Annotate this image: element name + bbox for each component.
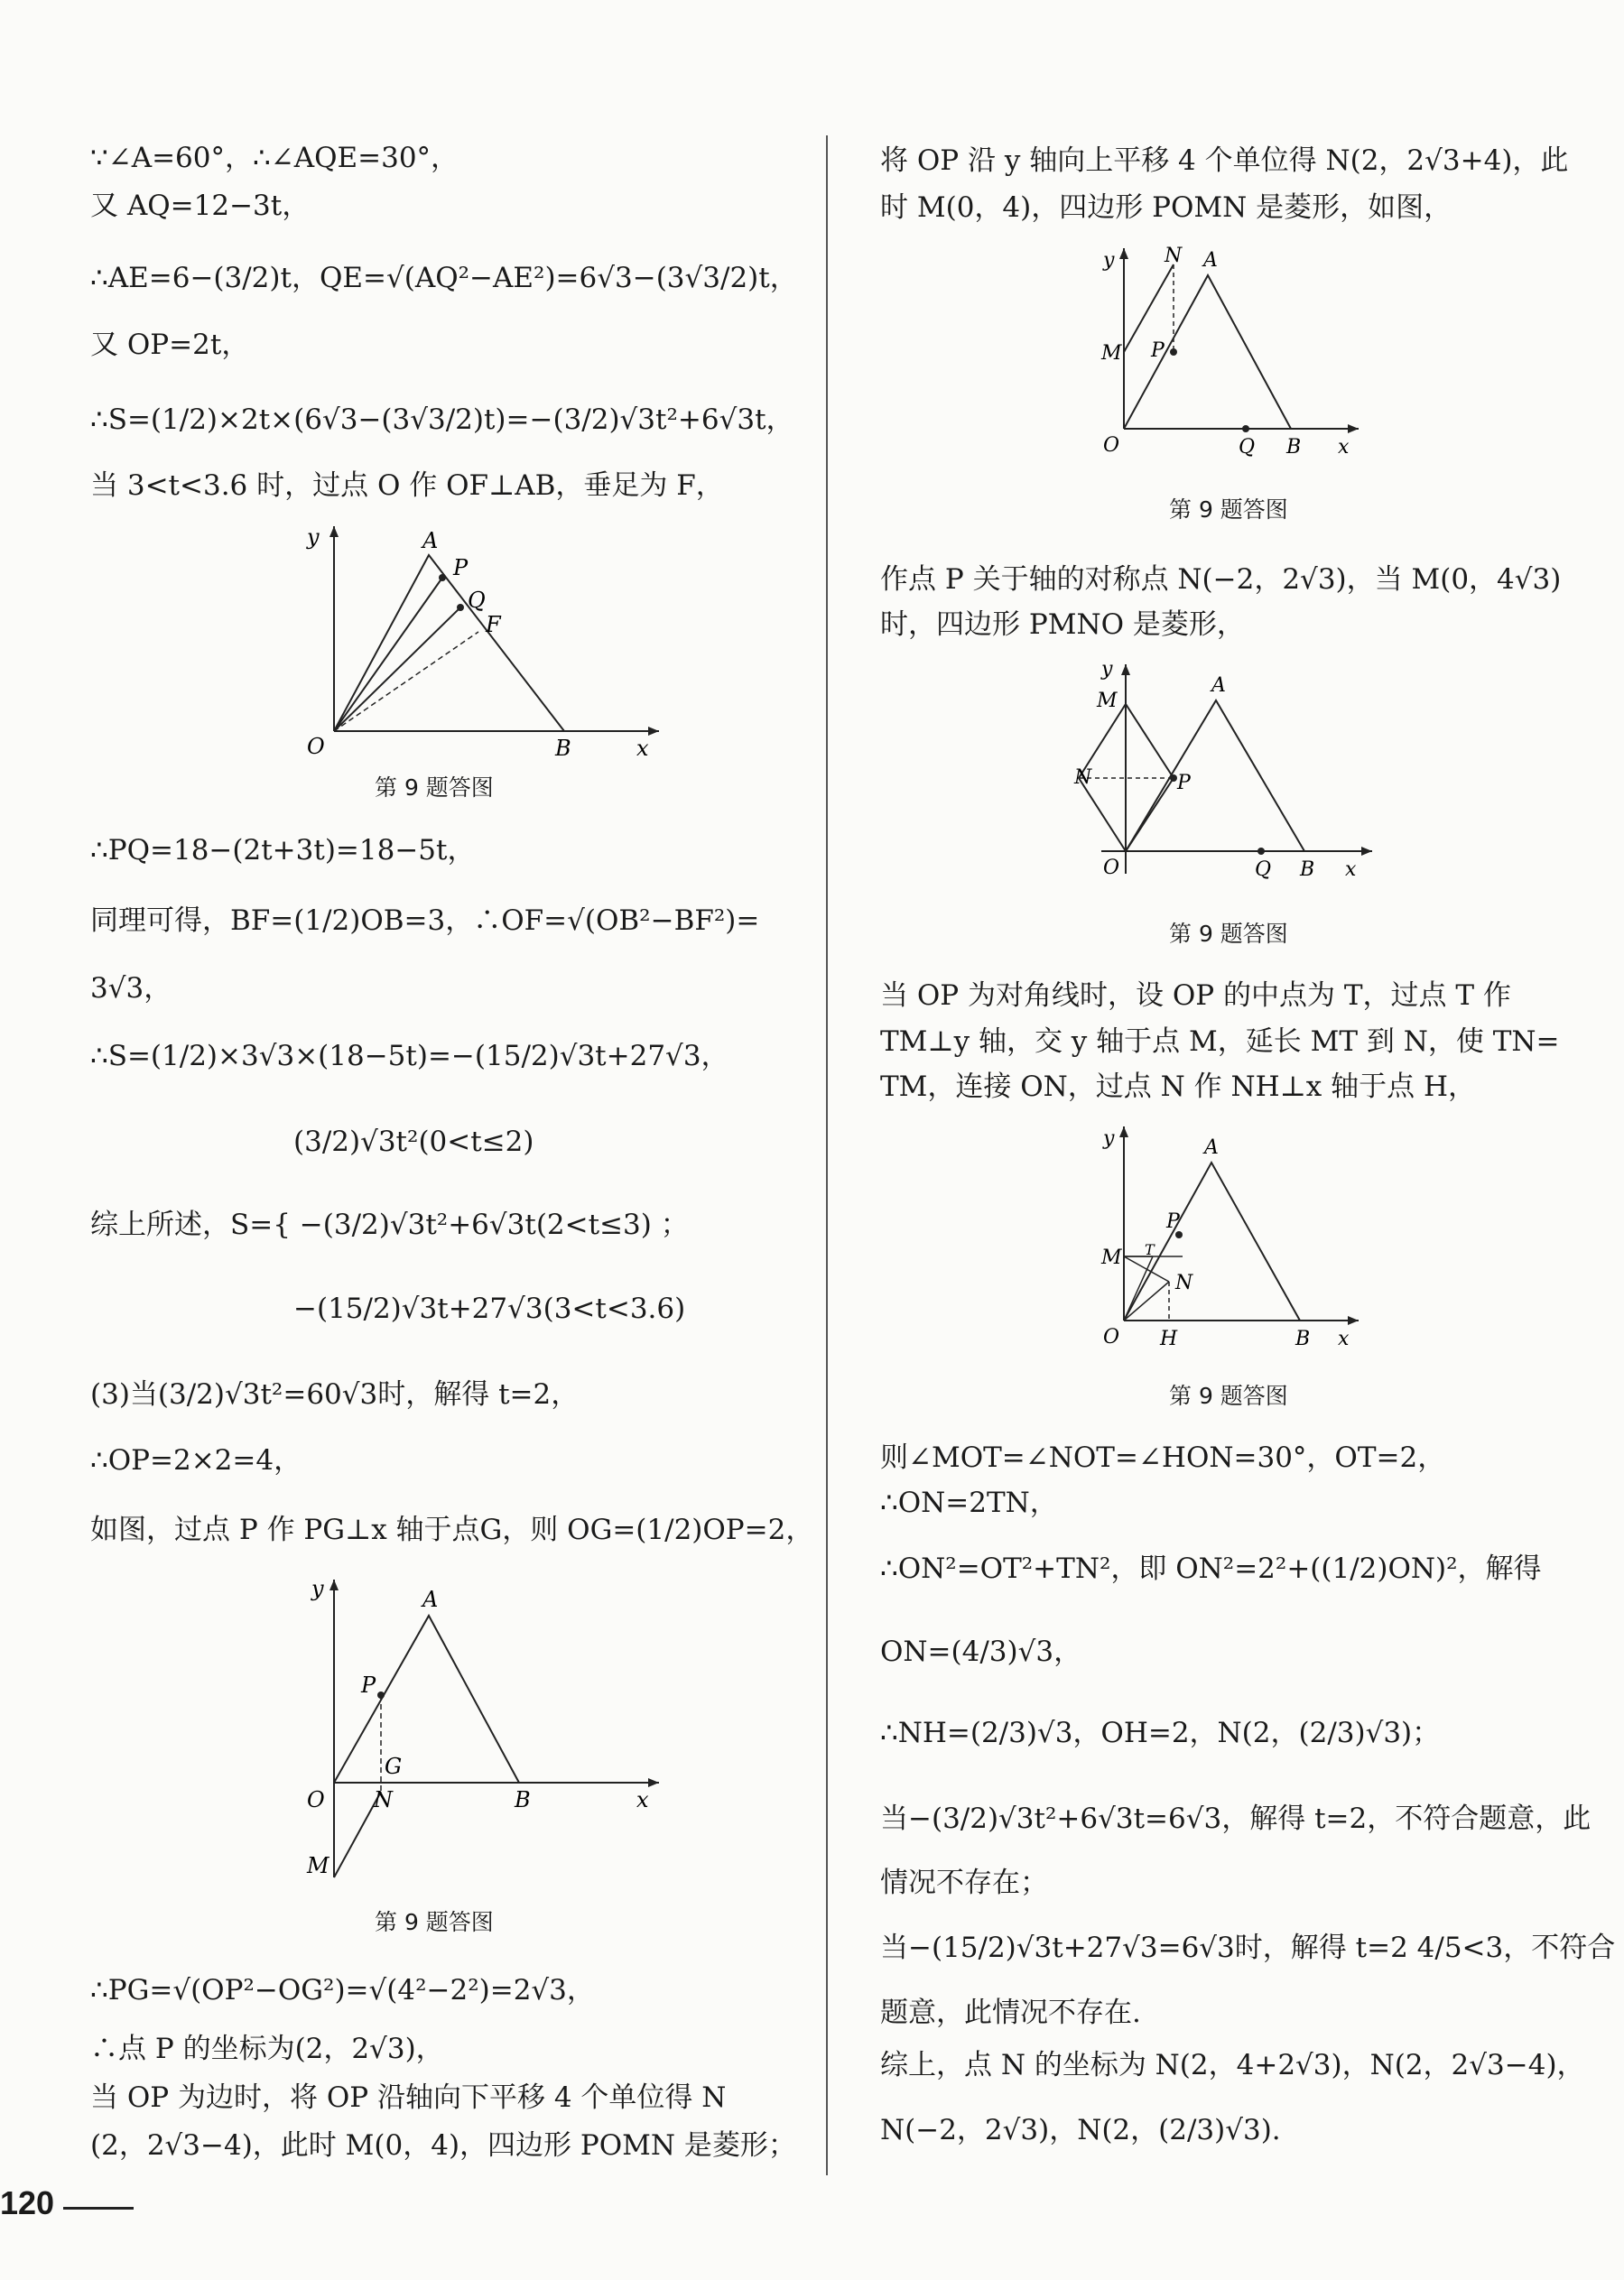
text-line: ∴点 P 的坐标为(2，2√3)， (90, 2033, 444, 2065)
text-line: ∴PQ=18−(2t+3t)=18−5t， (90, 834, 476, 867)
figure-1 (298, 519, 677, 761)
label-B: B (515, 1787, 531, 1812)
label-A: A (422, 528, 439, 553)
label-y: y (1103, 249, 1115, 272)
label-y: y (1101, 658, 1113, 681)
text-line: 综上所述，S={ −(3/2)√3t²+6√3t(2<t≤3) ； (90, 1209, 689, 1241)
label-T: T (1145, 1241, 1155, 1258)
label-P: P (1177, 772, 1191, 794)
text-line: 又 AQ=12−3t， (90, 190, 311, 222)
text-line: 同理可得，BF=(1/2)OB=3，∴OF=√(OB²−BF²)= (90, 904, 760, 937)
text-line: 当 OP 为边时，将 OP 沿轴向下平移 4 个单位得 N (90, 2081, 727, 2114)
label-Q: Q (1255, 858, 1272, 881)
figure-caption: 第 9 题答图 (1169, 921, 1288, 947)
column-divider (826, 135, 828, 2175)
page-number: 120 (0, 2184, 55, 2221)
text-line: 则∠MOT=∠NOT=∠HON=30°，OT=2， (880, 1441, 1446, 1474)
text-line: ∵∠A=60°，∴∠AQE=30°， (90, 142, 459, 174)
figure-caption: 第 9 题答图 (375, 1909, 494, 1935)
label-O: O (307, 1787, 325, 1812)
label-O: O (1103, 434, 1120, 457)
label-H: H (1160, 1328, 1178, 1350)
text-line: (3)当(3/2)√3t²=60√3时，解得 t=2， (90, 1378, 580, 1411)
label-N: N (1175, 1272, 1193, 1294)
text-line: 当 3<t<3.6 时，过点 O 作 OF⊥AB，垂足为 F， (90, 469, 724, 502)
label-N: N (374, 1787, 393, 1812)
figure-caption: 第 9 题答图 (375, 774, 494, 801)
label-x: x (636, 736, 649, 761)
text-line: 将 OP 沿 y 轴向上平移 4 个单位得 N(2，2√3+4)，此 (880, 144, 1569, 177)
text-line: TM，连接 ON，过点 N 作 NH⊥x 轴于点 H， (880, 1070, 1477, 1103)
text-line: ∴OP=2×2=4， (90, 1444, 302, 1477)
text-line: 题意，此情况不存在. (880, 1997, 1141, 2029)
label-x: x (1345, 858, 1357, 881)
text-line: 情况不存在； (880, 1867, 1048, 1899)
label-B: B (1295, 1328, 1311, 1350)
label-P: P (361, 1673, 376, 1698)
label-A: A (1204, 1136, 1219, 1159)
text-line: −(15/2)√3t+27√3(3<t<3.6) (293, 1293, 686, 1325)
text-line: ∴PG=√(OP²−OG²)=√(4²−2²)=2√3， (90, 1974, 595, 2007)
text-line: 当 OP 为对角线时，设 OP 的中点为 T，过点 T 作 (880, 979, 1511, 1012)
label-N: N (1165, 245, 1183, 267)
label-P: P (1151, 339, 1165, 362)
label-x: x (1338, 436, 1350, 459)
label-y: y (307, 524, 320, 550)
label-B: B (555, 736, 571, 761)
text-line: TM⊥y 轴，交 y 轴于点 M，延长 MT 到 N，使 TN= (880, 1025, 1560, 1058)
label-O: O (307, 734, 325, 759)
page-number-rule (63, 2207, 134, 2210)
figure-3 (1101, 239, 1372, 465)
text-line: 如图，过点 P 作 PG⊥x 轴于点G，则 OG=(1/2)OP=2， (90, 1514, 814, 1546)
text-line: 当−(3/2)√3t²+6√3t=6√3，解得 t=2，不符合题意，此 (880, 1803, 1592, 1835)
label-y: y (1103, 1127, 1115, 1150)
text-line: ∴AE=6−(3/2)t，QE=√(AQ²−AE²)=6√3−(3√3/2)t， (90, 262, 798, 294)
text-line: ON=(4/3)√3， (880, 1636, 1082, 1668)
label-F: F (486, 612, 501, 637)
label-Q: Q (1239, 436, 1256, 459)
figure-2 (298, 1571, 677, 1886)
label-B: B (1286, 436, 1302, 459)
text-line: (2，2√3−4)，此时 M(0，4)，四边形 POMN 是菱形； (90, 2129, 796, 2162)
figure-caption: 第 9 题答图 (1169, 496, 1288, 523)
text-line: ∴S=(1/2)×2t×(6√3−(3√3/2)t)=−(3/2)√3t²+6√3t， (90, 403, 794, 436)
text-line: 时 M(0，4)，四边形 POMN 是菱形，如图， (880, 191, 1452, 224)
text-line: 综上，点 N 的坐标为 N(2，4+2√3)，N(2，2√3−4)， (880, 2049, 1585, 2081)
text-line: 3√3， (90, 972, 172, 1005)
label-M: M (307, 1853, 329, 1878)
label-M: M (1101, 342, 1122, 365)
label-y: y (311, 1576, 324, 1601)
label-G: G (385, 1754, 403, 1779)
text-line: ∴S=(1/2)×3√3×(18−5t)=−(15/2)√3t+27√3， (90, 1040, 729, 1072)
text-line: N(−2，2√3)，N(2，(2/3)√3). (880, 2114, 1281, 2146)
label-B: B (1300, 858, 1315, 881)
text-line: 作点 P 关于轴的对称点 N(−2，2√3)，当 M(0，4√3) (880, 563, 1562, 596)
label-A: A (1211, 674, 1226, 697)
text-line: ∴ON=2TN， (880, 1487, 1058, 1519)
figure-4 (1074, 657, 1381, 892)
label-P: P (453, 555, 469, 580)
label-P: P (1166, 1210, 1180, 1233)
text-line: ∴NH=(2/3)√3，OH=2，N(2，(2/3)√3)； (880, 1717, 1441, 1749)
label-A: A (1203, 249, 1218, 272)
label-x: x (636, 1787, 649, 1812)
label-O: O (1103, 857, 1120, 879)
label-M: M (1097, 690, 1118, 712)
text-line: 时，四边形 PMNO 是菱形， (880, 608, 1245, 641)
label-N: N (1074, 766, 1092, 789)
text-line: ∴ON²=OT²+TN²，即 ON²=2²+((1/2)ON)²，解得 (880, 1552, 1542, 1585)
text-line: 当−(15/2)√3t+27√3=6√3时，解得 t=2 4/5<3，不符合 (880, 1932, 1616, 1964)
label-M: M (1101, 1247, 1122, 1269)
label-x: x (1338, 1328, 1350, 1350)
text-line: (3/2)√3t²(0<t≤2) (293, 1126, 534, 1158)
figure-caption: 第 9 题答图 (1169, 1383, 1288, 1409)
text-line: 又 OP=2t， (90, 329, 250, 361)
figure-5 (1101, 1119, 1372, 1349)
label-O: O (1103, 1326, 1120, 1349)
label-A: A (422, 1587, 439, 1612)
label-Q: Q (468, 588, 486, 613)
